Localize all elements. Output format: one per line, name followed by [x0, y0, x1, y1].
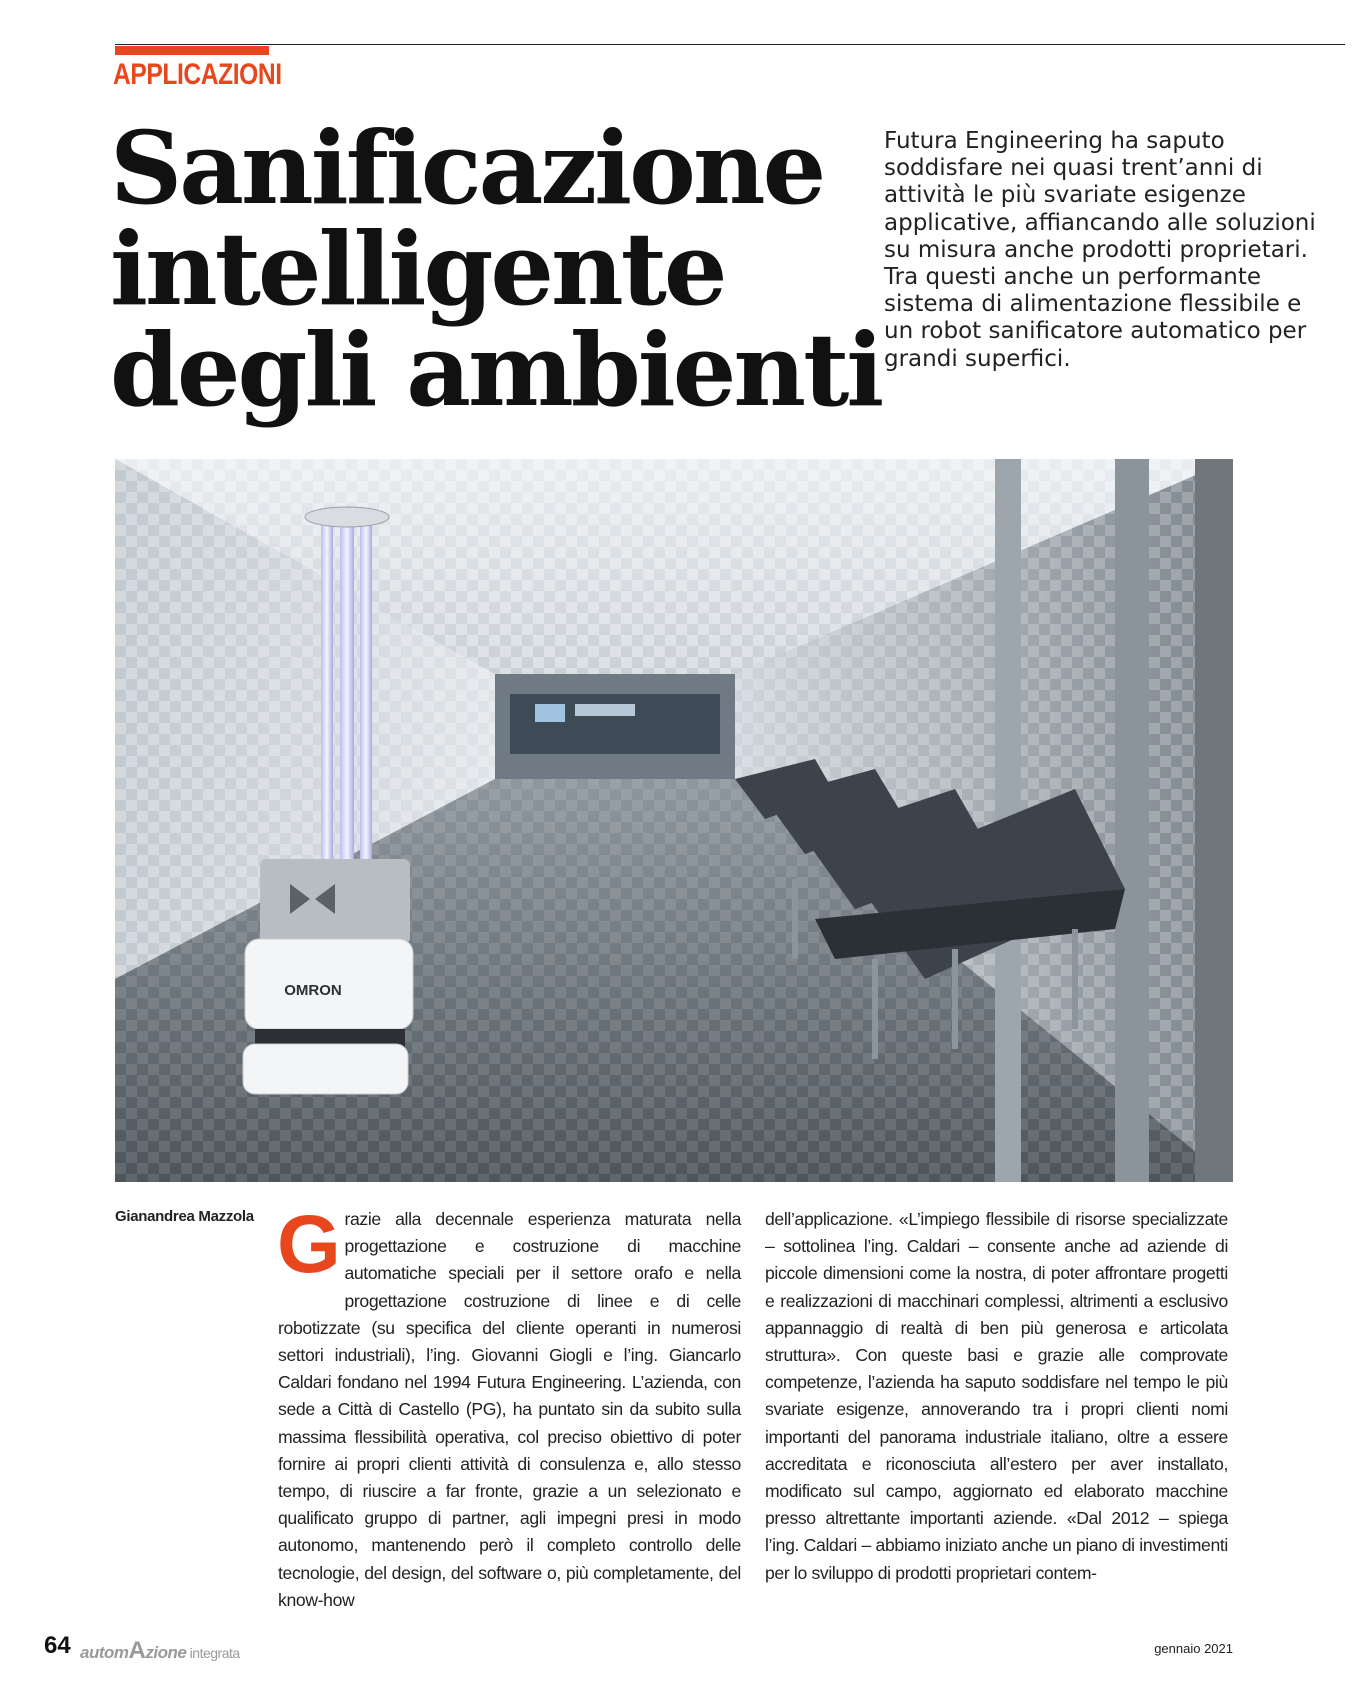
- airport-corridor-illustration: [115, 459, 1233, 1182]
- body-column-2: dell’applicazione. «L’impiego flessibile di risorse specializzate – sottolinea l’ing. Caldari – consente anche ad aziende di piccole dimensioni come la nostra, di poter affrontare progetti e realizzazioni di macchinari complessi, altrimenti a esclusivo appannaggio di realtà di ben più generosa e articolata struttura». Con queste basi e grazie alle comprovate competenze, l’azienda ha saputo soddisfare nel tempo le più svariate esigenze, annoverando tra i propri clienti nomi importanti del panorama industriale italiano, oltre a essere accreditata e riconosciuta all’estero per aver installato, modificato sul campo, aggiornato ed elaborato macchine presso altrettante importanti aziende. «Dal 2012 – spiega l’ing. Caldari – abbiamo iniziato anche un piano di investimenti per lo sviluppo di prodotti proprietari contem-: [765, 1209, 1228, 1583]
- section-accent-bar: [115, 46, 269, 55]
- headline-line: Sanificazione: [110, 109, 824, 227]
- section-label: APPLICAZIONI: [113, 58, 282, 91]
- hero-photo: [115, 459, 1233, 1182]
- page-number: 64: [44, 1632, 71, 1659]
- body-column-1: [277, 1199, 741, 1614]
- headline-line: intelligente: [110, 210, 725, 328]
- headline-line: degli ambienti: [110, 311, 882, 429]
- standfirst: Futura Engineering ha saputo soddisfare nei quasi trent’anni di attività le più svariate esigenze applicative, affiancando alle soluzioni su misura anche prodotti proprietari. Tra questi anche un performante sistema di alimentazione flessibile e un robot sanificatore automatico per grandi superfici.: [884, 128, 1316, 372]
- robot-brand-text: OMRON: [284, 982, 342, 999]
- logo-part: autom: [80, 1643, 129, 1662]
- logo-part: A: [128, 1637, 146, 1664]
- issue-date: gennaio 2021: [1154, 1641, 1233, 1656]
- logo-part: integrata: [186, 1645, 240, 1661]
- drop-cap: G: [277, 1199, 341, 1290]
- body-text-1: razie alla decennale esperienza maturata nella progettazione e costruzione di macchine automatiche speciali per il settore orafo e nella progettazione costruzione di linee e di celle robotizzate (su specifica del cliente operanti in numerosi settori industriali), l’ing. Giovanni Giogli e l’ing. Giancarlo Caldari fondano nel 1994 Futura Engineering. L’azienda, con sede a Città di Castello (PG), ha puntato sin da subito sulla massima flessibilità operativa, col preciso obiettivo di poter fornire ai propri clienti attività di consulenza e, allo stesso tempo, di riuscire a far fronte, grazie a un selezionato e qualificato gruppo di partner, agli impegni presi in modo autonomo, mantenendo però il completo controllo delle tecnologie, del design, del software o, più completamente, del know-how: [278, 1209, 741, 1610]
- logo-part: zione: [145, 1643, 187, 1662]
- top-rule: [115, 44, 1345, 45]
- author-byline: Gianandrea Mazzola: [115, 1208, 254, 1225]
- headline: [110, 109, 882, 429]
- magazine-logo: [80, 1637, 240, 1665]
